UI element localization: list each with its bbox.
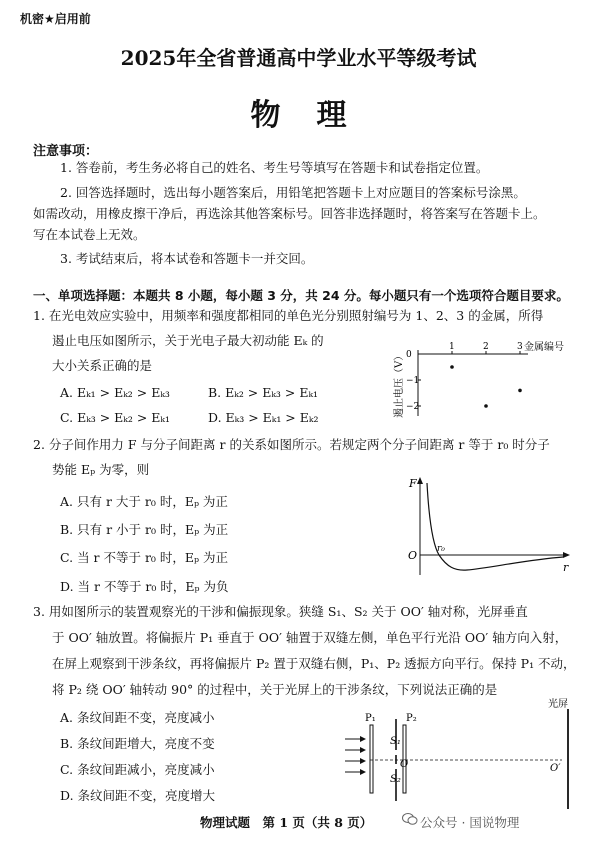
q1-option-b: B. Eₖ₂ > Eₖ₃ > Eₖ₁: [208, 385, 319, 400]
q1-line-1: 1. 在光电效应实验中，用频率和强度都相同的单色光分别照射编号为 1、2、3 的金属，所得: [33, 308, 544, 323]
confidential-mark: 机密★启用前: [20, 12, 91, 26]
q3-line-2: 于 OO′ 轴放置。将偏振片 P₁ 垂直于 OO′ 轴置于双缝左侧，单色平行光沿 OO′ 轴方向入射，: [52, 630, 568, 645]
q2-option-a: A. 只有 r 大于 r₀ 时，Eₚ 为正: [60, 494, 228, 509]
q1-xtick-label-3: 3: [517, 342, 523, 352]
q1-option-c: C. Eₖ₃ > Eₖ₂ > Eₖ₁: [60, 410, 170, 425]
notice-line-2: 2. 回答选择题时，选出每小题答案后，用铅笔把答题卡上对应题目的答案标号涂黑。: [60, 185, 526, 200]
q1-ytick-label-1: −1: [406, 376, 420, 386]
notice-line-3: 如需改动，用橡皮擦干净后，再选涂其他答案标号。回答非选择题时，将答案写在答题卡上。: [33, 206, 546, 221]
q3-line-1: 3. 用如图所示的装置观察光的干涉和偏振现象。狭缝 S₁、S₂ 关于 OO′ 轴对称，光屏垂直: [33, 604, 528, 619]
q3-line-4: 将 P₂ 绕 OO′ 轴转动 90° 的过程中，关于光屏上的干涉条纹，下列说法正确的是: [52, 682, 498, 697]
notice-line-1: 1. 答卷前，考生务必将自己的姓名、考生号等填写在答题卡和试卷指定位置。: [60, 160, 489, 175]
q3-option-c: C. 条纹间距减小，亮度减小: [60, 762, 215, 777]
polarizer-p1: [370, 725, 373, 793]
notice-heading: 注意事项：: [33, 144, 99, 159]
q1-xtick-label-2: 2: [483, 342, 489, 352]
q1-line-3: 大小关系正确的是: [52, 358, 153, 373]
q1-point-1: [450, 365, 454, 369]
q1-ylabel: 遏止电压（V）: [394, 350, 405, 418]
q3-option-d: D. 条纹间距不变，亮度增大: [60, 788, 216, 803]
q2-figure: [395, 475, 575, 580]
page-footer: 物理试题 第 1 页（共 8 页）: [200, 815, 373, 830]
exam-title: 2025年全省普通高中学业水平等级考试: [120, 46, 477, 70]
notice-line-4: 写在本试卷上无效。: [33, 227, 146, 242]
q3-option-b: B. 条纹间距增大，亮度不变: [60, 736, 215, 751]
q1-point-2: [484, 404, 488, 408]
q3-figure: [330, 697, 582, 812]
p1-label: P₁: [365, 713, 376, 724]
q2-r-label: r: [563, 561, 569, 574]
incident-arrows: [345, 736, 366, 775]
s1-label: S₁: [390, 736, 401, 747]
p2-label: P₂: [406, 713, 417, 724]
q2-option-d: D. 当 r 不等于 r₀ 时，Eₚ 为负: [60, 579, 229, 594]
q2-line-1: 2. 分子间作用力 F 与分子间距离 r 的关系如图所示。若规定两个分子间距离 r 等于 r₀ 时分子: [33, 437, 550, 452]
q2-r0-label: r₀: [437, 544, 445, 554]
watermark-text: 公众号 · 国说物理: [420, 815, 520, 830]
q2-origin-label: O: [408, 549, 418, 562]
q2-r-arrow: [563, 552, 570, 558]
q1-option-d: D. Eₖ₃ > Eₖ₁ > Eₖ₂: [208, 410, 319, 425]
q2-option-b: B. 只有 r 小于 r₀ 时，Eₚ 为正: [60, 522, 229, 537]
screen-label: 光屏: [548, 699, 568, 710]
section-heading: 一、单项选择题：本题共 8 小题，每小题 3 分，共 24 分。每小题只有一个选项符合题目要求。: [33, 288, 569, 303]
q2-f-label: F: [409, 477, 417, 490]
q1-option-a: A. Eₖ₁ > Eₖ₂ > Eₖ₃: [60, 385, 170, 400]
o-label: O: [400, 759, 409, 770]
q1-xtick-label-1: 1: [449, 342, 455, 352]
wechat-icon: [402, 812, 418, 826]
q3-option-a: A. 条纹间距不变，亮度减小: [60, 710, 215, 725]
q1-ytick-label-0: 0: [406, 350, 412, 360]
o-prime-label: O′: [550, 763, 561, 774]
q1-xlabel: 金属编号: [524, 342, 564, 353]
subject-title: 物理: [250, 98, 383, 133]
q2-option-c: C. 当 r 不等于 r₀ 时，Eₚ 为正: [60, 550, 229, 565]
q1-line-2: 遏止电压如图所示，关于光电子最大初动能 Eₖ 的: [52, 333, 324, 348]
q1-point-3: [518, 389, 522, 393]
q1-figure: [378, 340, 588, 420]
s2-label: S₂: [390, 774, 401, 785]
notice-line-5: 3. 考试结束后，将本试卷和答题卡一并交回。: [60, 251, 314, 266]
q2-line-2: 势能 Eₚ 为零，则: [52, 462, 150, 477]
q2-force-curve: [427, 483, 563, 570]
q3-line-3: 在屏上观察到干涉条纹，再将偏振片 P₂ 置于双缝右侧，P₁、P₂ 透振方向平行。保持 P₁ 不动，: [52, 656, 576, 671]
q1-ytick-label-2: −2: [406, 402, 420, 412]
q2-f-arrow: [417, 477, 423, 484]
